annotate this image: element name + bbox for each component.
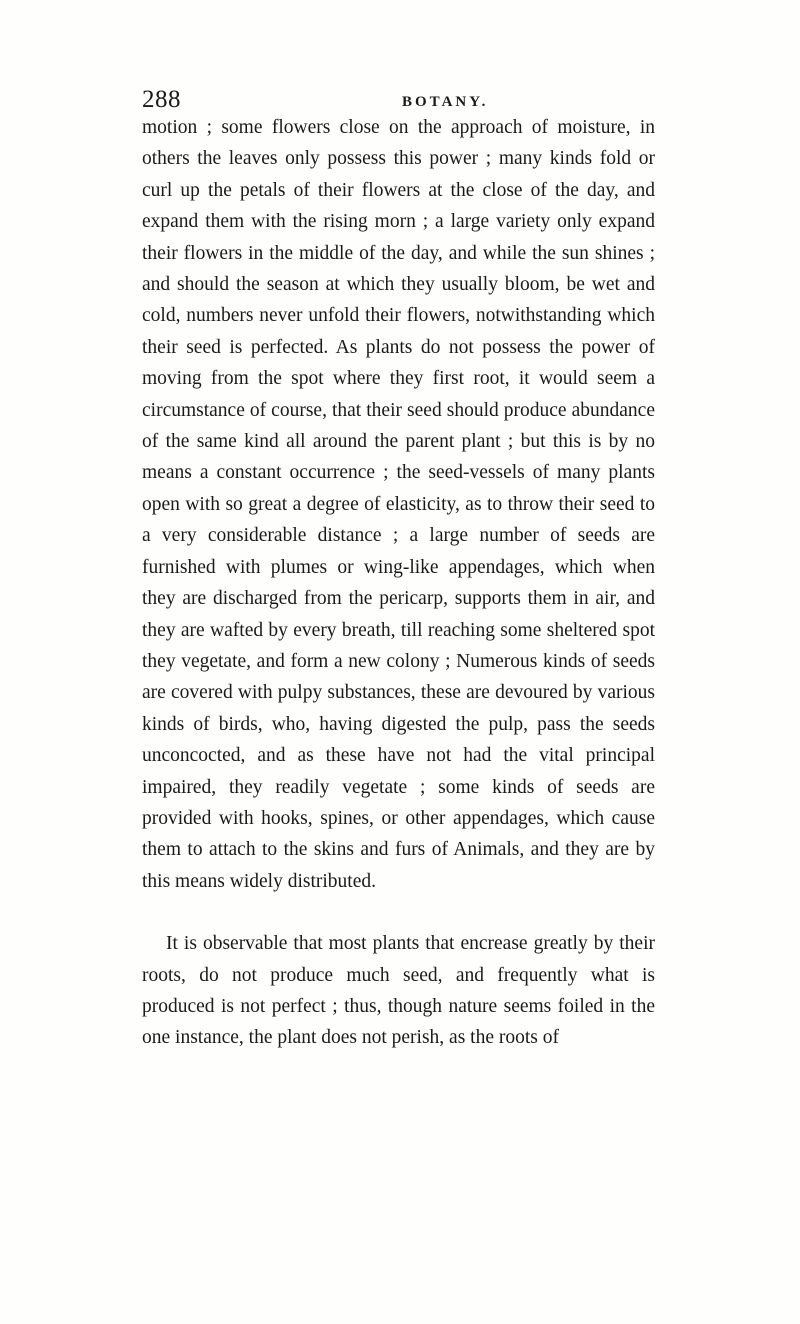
body-text [142, 112, 655, 1054]
paragraph-2: It is observable that most plants that encrease greatly by their roots, do not produce much seed, and frequently what is produced is not perfect ; thus, though nature seems foiled in the one instance, the plant does not perish, as the roots of [142, 933, 655, 1049]
running-head [142, 70, 658, 113]
paragraph-1: motion ; some flowers close on the approach of moisture, in others the leaves only possess this power ; many kinds fold or curl up the petals of their flowers at the close of the day, and expand them with the rising morn ; a large variety only expand their flowers in the middle of the day, and while the sun shines ; and should the season at which they usually bloom, be wet and cold, numbers never unfold their flowers, notwithstanding which their seed is perfected. As plants do not possess the power of moving from the spot where they first root, it would seem a circumstance of course, that their seed should produce abundance of the same kind all around the parent plant ; but this is by no means a constant occurrence ; the seed-vessels of many plants open with so great a degree of elasticity, as to throw their seed to a very considerable distance ; a large number of seeds are furnished with plumes or wing-like appendages, which when they are discharged from the pericarp, supports them in air, and they are wafted by every breath, till reaching some sheltered spot they vegetate, and form a new colony ; Numerous kinds of seeds are covered with pulpy substances, these are devoured by various kinds of birds, who, having digested the pulp, pass the seeds unconcocted, and as these have not had the vital principal impaired, they readily vegetate ; some kinds of seeds are provided with hooks, spines, or other appendages, which cause them to attach to the skins and furs of Animals, and they are by this means widely distributed. [142, 117, 655, 892]
running-head-title: BOTANY. [402, 94, 489, 110]
page-number: 288 [142, 86, 181, 113]
